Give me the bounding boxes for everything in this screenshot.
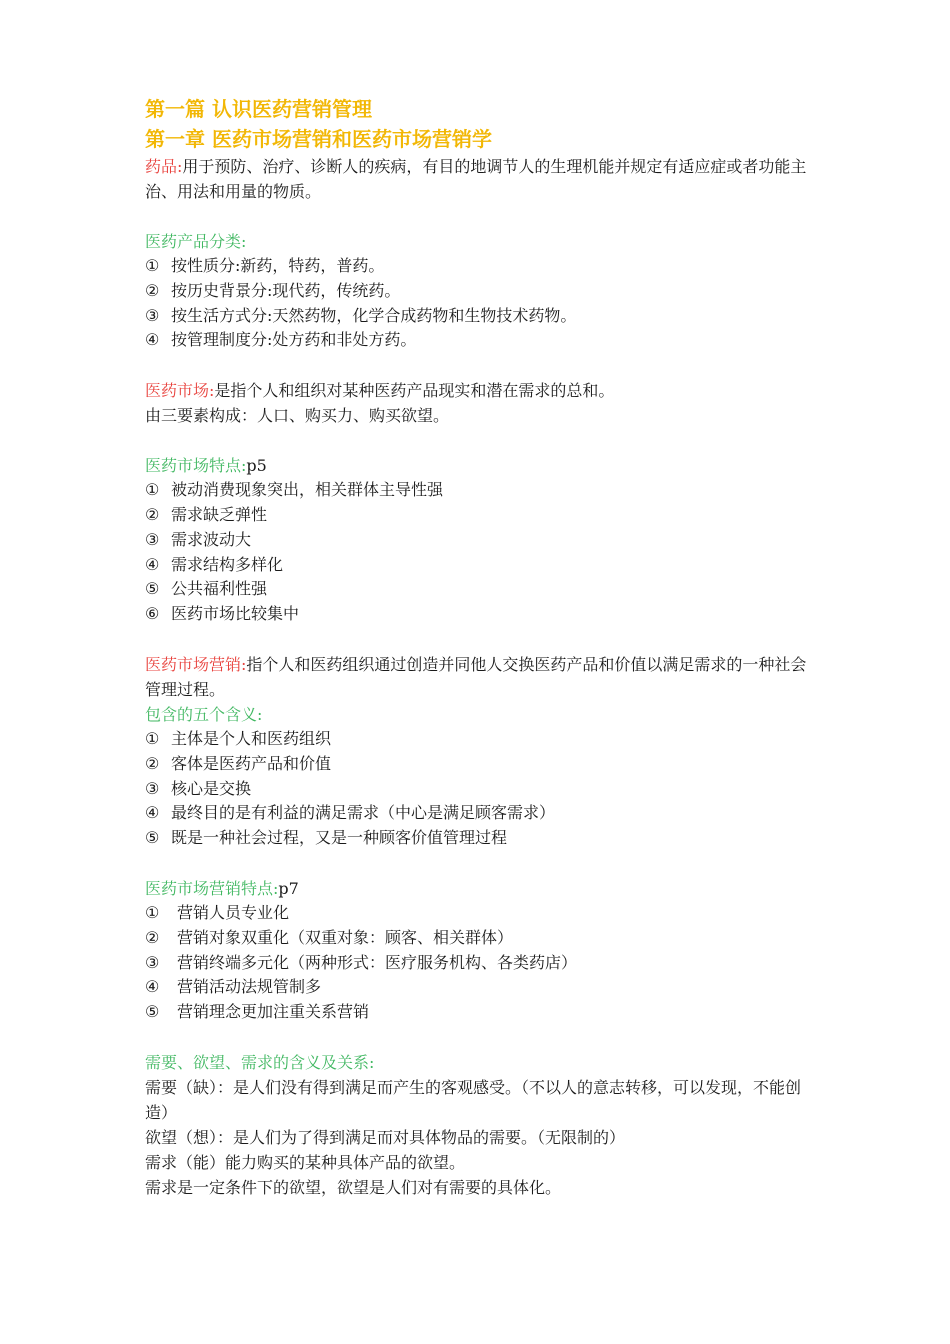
list-item [145,602,815,627]
page-ref: p7 [278,878,299,898]
drug-definition [145,154,815,204]
list-text: 既是一种社会过程，又是一种顾客价值管理过程 [171,828,508,848]
market-definition [145,378,815,403]
list-number: ① [145,256,160,275]
market-features-title: 医药市场特点: [145,456,247,476]
needs-heading: 需要、欲望、需求的含义及关系: [145,1052,375,1072]
spacer [145,428,815,453]
list-number: ⑤ [145,828,160,848]
list-number: ⑤ [145,1002,160,1022]
list-item [145,553,815,578]
product-classification-list [145,254,815,353]
marketing-definition-text: 指个人和医药组织通过创造并同他人交换医药产品和价值以满足需求的一种社会管理过程。 [145,654,807,699]
list-number: ② [145,280,160,300]
list-item [145,826,815,851]
list-number: ① [145,728,160,748]
list-number: ② [145,927,160,947]
list-item [145,279,815,304]
list-number: ③ [145,305,160,325]
list-text: 需求结构多样化 [171,554,284,574]
list-number: ⑤ [145,579,160,599]
list-item [145,926,815,951]
market-term: 医药市场: [145,381,215,401]
market-composition: 由三要素构成：人口、购买力、购买欲望。 [145,406,450,426]
market-features-list [145,478,815,627]
list-text: 需求缺乏弹性 [171,504,268,524]
marketing-definition [145,652,815,702]
demand-definition: 需求（能）能力购买的某种具体产品的欲望。 [145,1152,466,1172]
list-number: ① [145,480,160,500]
list-text: 营销理念更加注重关系营销 [177,1002,370,1022]
list-text: 被动消费现象突出，相关群体主导性强 [171,480,444,500]
market-features-heading [145,453,815,478]
list-text: 最终目的是有利益的满足需求（中心是满足顾客需求） [171,803,556,823]
list-text: 医药市场比较集中 [171,604,300,624]
list-item [145,901,815,926]
list-text: 按生活方式分:天然药物，化学合成药物和生物技术药物。 [171,305,577,325]
list-number: ④ [145,803,160,823]
list-item [145,478,815,503]
list-item [145,528,815,553]
drug-definition-text: 用于预防、治疗、诊断人的疾病，有目的地调节人的生理机能并规定有适应症或者功能主治、用法和用量的物质。 [145,157,807,201]
list-item [145,752,815,777]
product-classification-heading: 医药产品分类: [145,232,247,251]
list-number: ③ [145,529,160,549]
list-item [145,727,815,752]
list-text: 公共福利性强 [171,579,268,599]
list-item [145,951,815,976]
list-item [145,503,815,528]
list-text: 需求波动大 [171,529,252,549]
drug-term: 药品: [145,157,183,176]
list-text: 营销人员专业化 [177,902,290,922]
list-text: 营销活动法规管制多 [177,977,322,997]
list-number: ⑥ [145,604,160,624]
list-number: ① [145,902,160,922]
spacer [145,627,815,652]
list-number: ③ [145,952,160,972]
marketing-features-list [145,901,815,1025]
list-number: ② [145,753,160,773]
list-number: ④ [145,330,160,350]
list-text: 主体是个人和医药组织 [171,728,332,748]
list-number: ③ [145,778,160,798]
spacer [145,1025,815,1050]
list-item [145,328,815,353]
need-definition: 需要（缺）：是人们没有得到满足而产生的客观感受。（不以人的意志转移，可以发现，不能创造） [145,1077,802,1122]
needs-relation: 需求是一定条件下的欲望，欲望是人们对有需要的具体化。 [145,1177,562,1197]
list-text: 按历史背景分:现代药，传统药。 [171,280,401,300]
list-item [145,577,815,602]
list-item [145,777,815,802]
spacer [145,204,815,229]
market-definition-text: 是指个人和组织对某种医药产品现实和潜在需求的总和。 [214,381,615,401]
list-item [145,801,815,826]
list-item [145,254,815,279]
list-item [145,1000,815,1025]
meanings-heading: 包含的五个含义: [145,704,263,724]
chapter-title: 第一章 医药市场营销和医药市场营销学 [145,127,492,151]
list-text: 营销终端多元化（两种形式：医疗服务机构、各类药店） [177,952,578,972]
want-definition: 欲望（想）：是人们为了得到满足而对具体物品的需要。（无限制的） [145,1127,626,1147]
list-number: ② [145,504,160,524]
marketing-features-title: 医药市场营销特点: [145,878,279,898]
marketing-term: 医药市场营销: [145,654,247,674]
list-number: ④ [145,554,160,574]
list-text: 客体是医药产品和价值 [171,753,332,773]
meanings-list [145,727,815,851]
list-text: 按性质分:新药，特药，普药。 [171,256,385,275]
marketing-features-heading [145,876,815,901]
list-number: ④ [145,977,160,997]
document-content [145,94,815,1200]
list-text: 营销对象双重化（双重对象：顾客、相关群体） [177,927,514,947]
list-text: 核心是交换 [171,778,252,798]
list-item [145,975,815,1000]
page-ref: p5 [246,456,267,476]
spacer [145,851,815,876]
list-text: 按管理制度分:处方药和非处方药。 [171,330,417,350]
spacer [145,353,815,378]
list-item [145,304,815,329]
part-title: 第一篇 认识医药营销管理 [145,97,372,121]
